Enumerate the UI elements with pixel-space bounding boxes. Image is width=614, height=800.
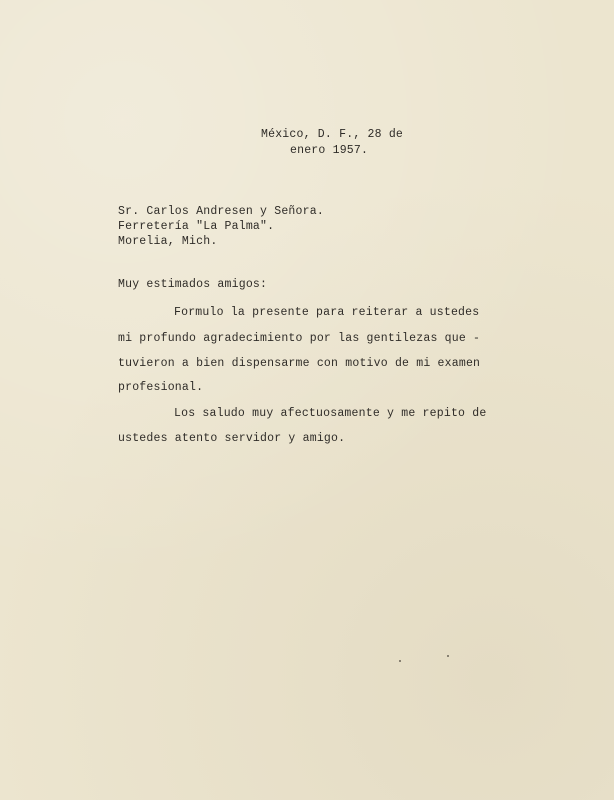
paper-speck [447,655,449,657]
body-paragraph-2-line: Los saludo muy afectuosamente y me repito de [174,407,487,420]
date-line-1: México, D. F., 28 de [261,128,404,141]
body-paragraph-1-line: mi profundo agradecimiento por las gentilezas que - [118,332,481,345]
date-line-2: enero 1957. [290,144,369,157]
recipient-city: Morelia, Mich. [118,235,218,248]
body-paragraph-2-line: ustedes atento servidor y amigo. [118,432,346,445]
body-paragraph-1-line: profesional. [118,381,204,394]
body-paragraph-1-line: Formulo la presente para reiterar a ustedes [174,306,480,319]
body-paragraph-1-line: tuvieron a bien dispensarme con motivo de mi examen [118,357,481,370]
salutation: Muy estimados amigos: [118,278,268,291]
recipient-business: Ferretería "La Palma". [118,220,275,233]
paper-speck [399,660,401,662]
recipient-name: Sr. Carlos Andresen y Señora. [118,205,324,218]
